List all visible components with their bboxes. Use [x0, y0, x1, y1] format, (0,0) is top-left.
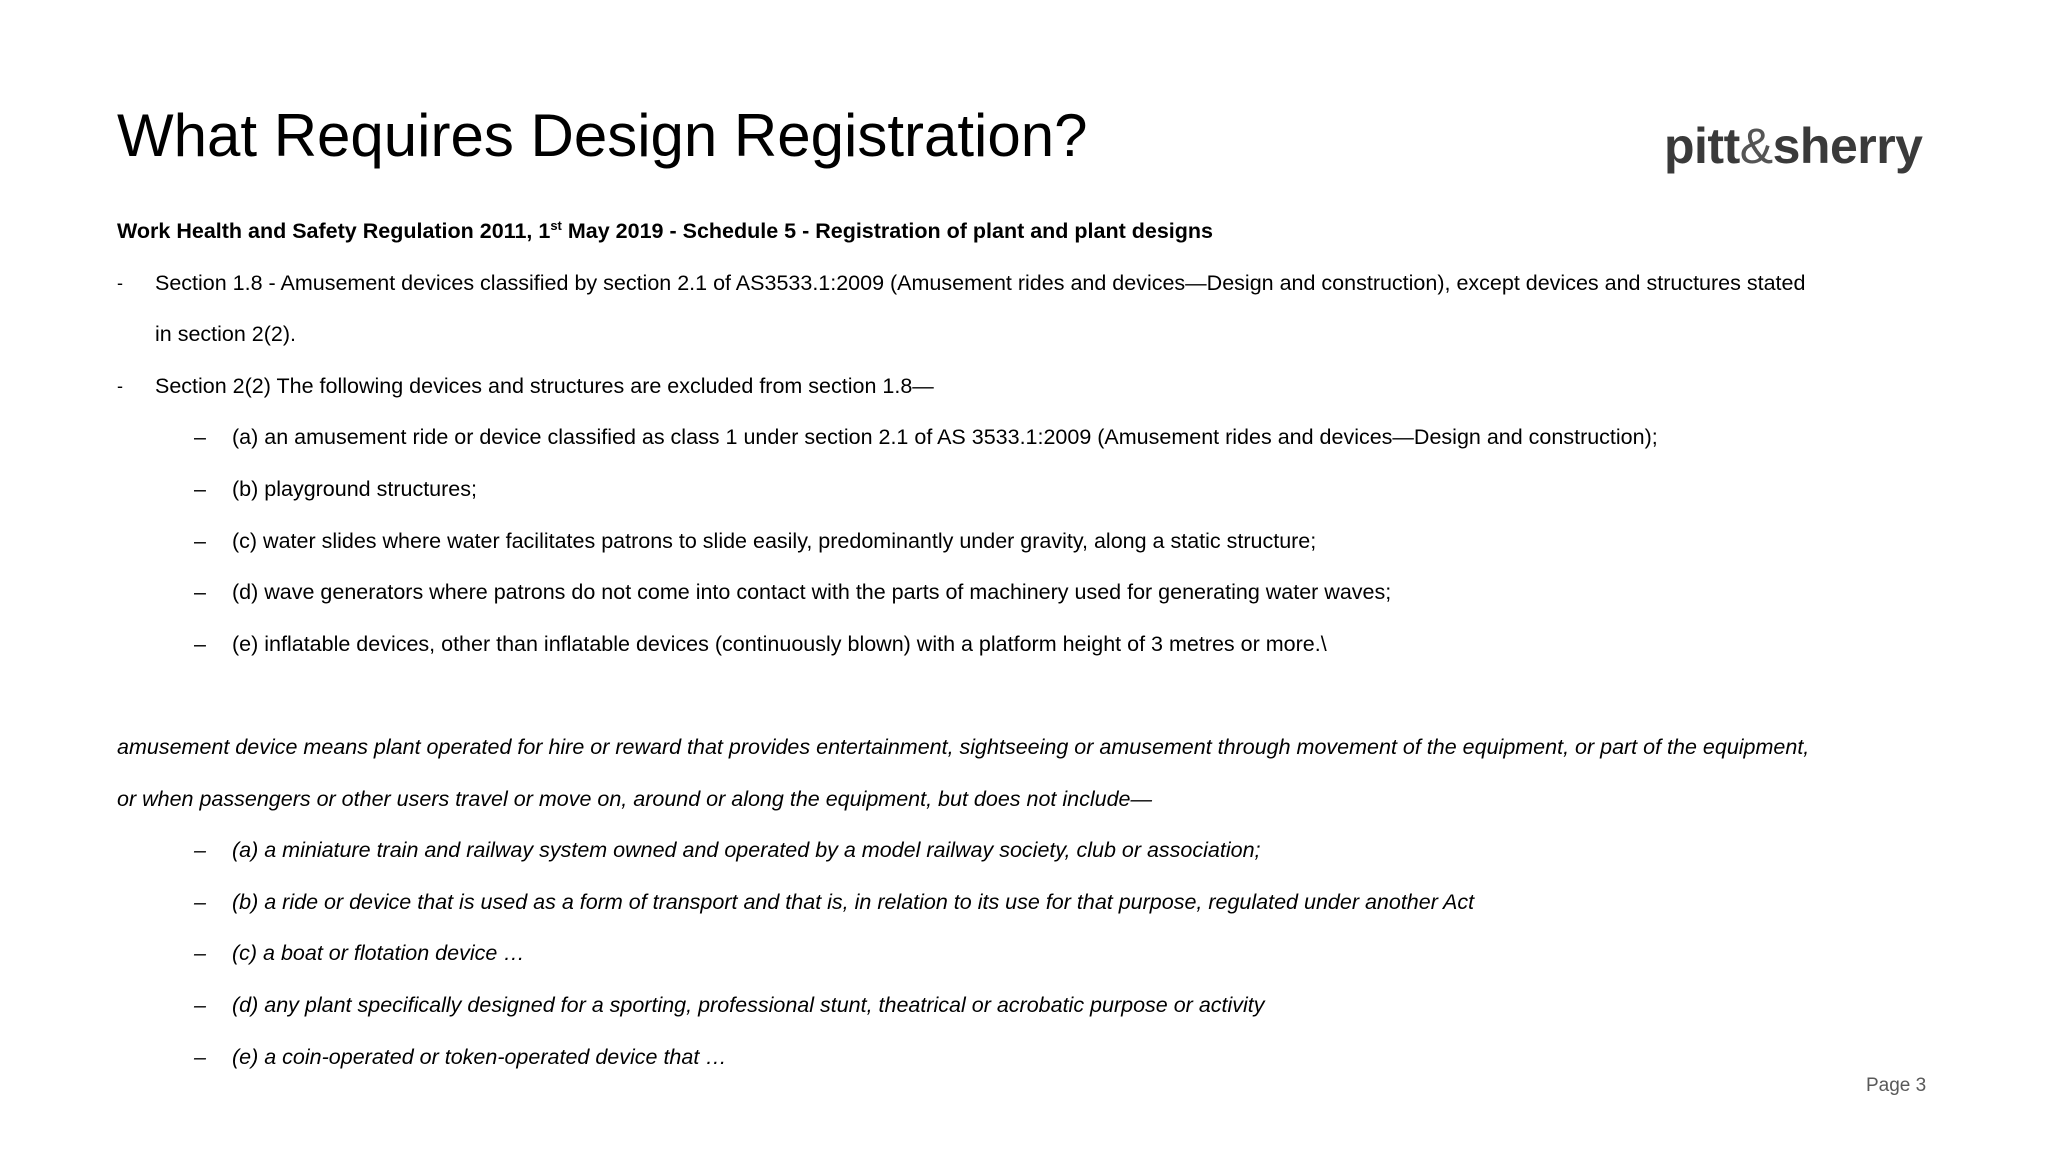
definition-line-2: or when passengers or other users travel or move on, around or along the equipment, but does not include—	[117, 786, 1153, 811]
dash-bullet: –	[194, 476, 206, 501]
sub-bullet-text: (d) any plant specifically designed for a sporting, professional stunt, theatrical or acrobatic purpose or activity	[232, 992, 1265, 1017]
sub-bullet-exclusion-b	[117, 464, 1947, 516]
dash-bullet: –	[194, 889, 206, 914]
dash-bullet: –	[194, 838, 206, 863]
dash-bullet: –	[194, 941, 206, 966]
bullet-section-2-2	[117, 361, 1947, 413]
page-number: Page 3	[1866, 1075, 1927, 1096]
logo-ampersand: &	[1739, 118, 1773, 174]
dash-bullet: –	[194, 580, 206, 605]
regulation-heading	[117, 206, 1947, 258]
definition-exclusion-d	[117, 980, 1947, 1032]
sub-bullet-exclusion-d	[117, 567, 1947, 619]
regulation-heading-text-rest: May 2019 - Schedule 5 - Registration of plant and plant designs	[561, 219, 1213, 243]
sub-bullet-text: (a) an amusement ride or device classified as class 1 under section 2.1 of AS 3533.1:2009 (Amusement rides and devices—Design and construction);	[232, 425, 1658, 450]
sub-bullet-text: (b) playground structures;	[232, 476, 477, 501]
ordinal-suffix: st	[550, 218, 562, 233]
slide-body	[117, 206, 1947, 1083]
dash-bullet: –	[194, 528, 206, 553]
bullet-section-1-8-continued	[117, 309, 1947, 361]
sub-bullet-exclusion-a	[117, 412, 1947, 464]
bullet-text: Section 2(2) The following devices and structures are excluded from section 1.8—	[155, 373, 934, 398]
definition-exclusion-c	[117, 928, 1947, 980]
dash-bullet: –	[194, 425, 206, 450]
bullet-text: in section 2(2).	[155, 322, 297, 347]
sub-bullet-exclusion-e	[117, 619, 1947, 671]
sub-bullet-exclusion-c	[117, 516, 1947, 568]
sub-bullet-text: (d) wave generators where patrons do not come into contact with the parts of machinery used for generating water waves;	[232, 580, 1392, 605]
pitt-sherry-logo	[1664, 116, 1922, 176]
sub-bullet-text: (e) inflatable devices, other than inflatable devices (continuously blown) with a platform height of 3 metres or more.\	[232, 631, 1327, 656]
sub-bullet-text: (b) a ride or device that is used as a form of transport and that is, in relation to its use for that purpose, regulated under another Act	[232, 889, 1475, 914]
dash-bullet: –	[194, 1044, 206, 1069]
sub-bullet-text: (a) a miniature train and railway system owned and operated by a model railway society, club or association;	[232, 838, 1261, 863]
dash-bullet: –	[194, 992, 206, 1017]
definition-line-1: amusement device means plant operated for hire or reward that provides entertainment, sightseeing or amusement through movement of the equipment, or part of the equipment,	[117, 734, 1810, 759]
definition-exclusion-a	[117, 825, 1947, 877]
dash-bullet: -	[117, 272, 123, 293]
logo-text-pitt: pitt	[1664, 118, 1740, 174]
bullet-text: Section 1.8 - Amusement devices classified by section 2.1 of AS3533.1:2009 (Amusement rides and devices—Design and construction), except devices and structures stated	[155, 270, 1806, 295]
paragraph-spacer	[117, 670, 1947, 722]
definition-exclusion-b	[117, 877, 1947, 929]
definition-exclusion-e	[117, 1032, 1947, 1084]
sub-bullet-text: (c) a boat or flotation device …	[232, 941, 525, 966]
regulation-heading-text: Work Health and Safety Regulation 2011, 1	[117, 219, 551, 243]
slide-title: What Requires Design Registration?	[117, 102, 1088, 169]
bullet-section-1-8	[117, 258, 1947, 310]
dash-bullet: –	[194, 631, 206, 656]
sub-bullet-text: (c) water slides where water facilitates patrons to slide easily, predominantly under gravity, along a static structure;	[232, 528, 1317, 553]
logo-text-sherry: sherry	[1772, 118, 1923, 174]
dash-bullet: -	[117, 375, 123, 396]
sub-bullet-text: (e) a coin-operated or token-operated device that …	[232, 1044, 727, 1069]
